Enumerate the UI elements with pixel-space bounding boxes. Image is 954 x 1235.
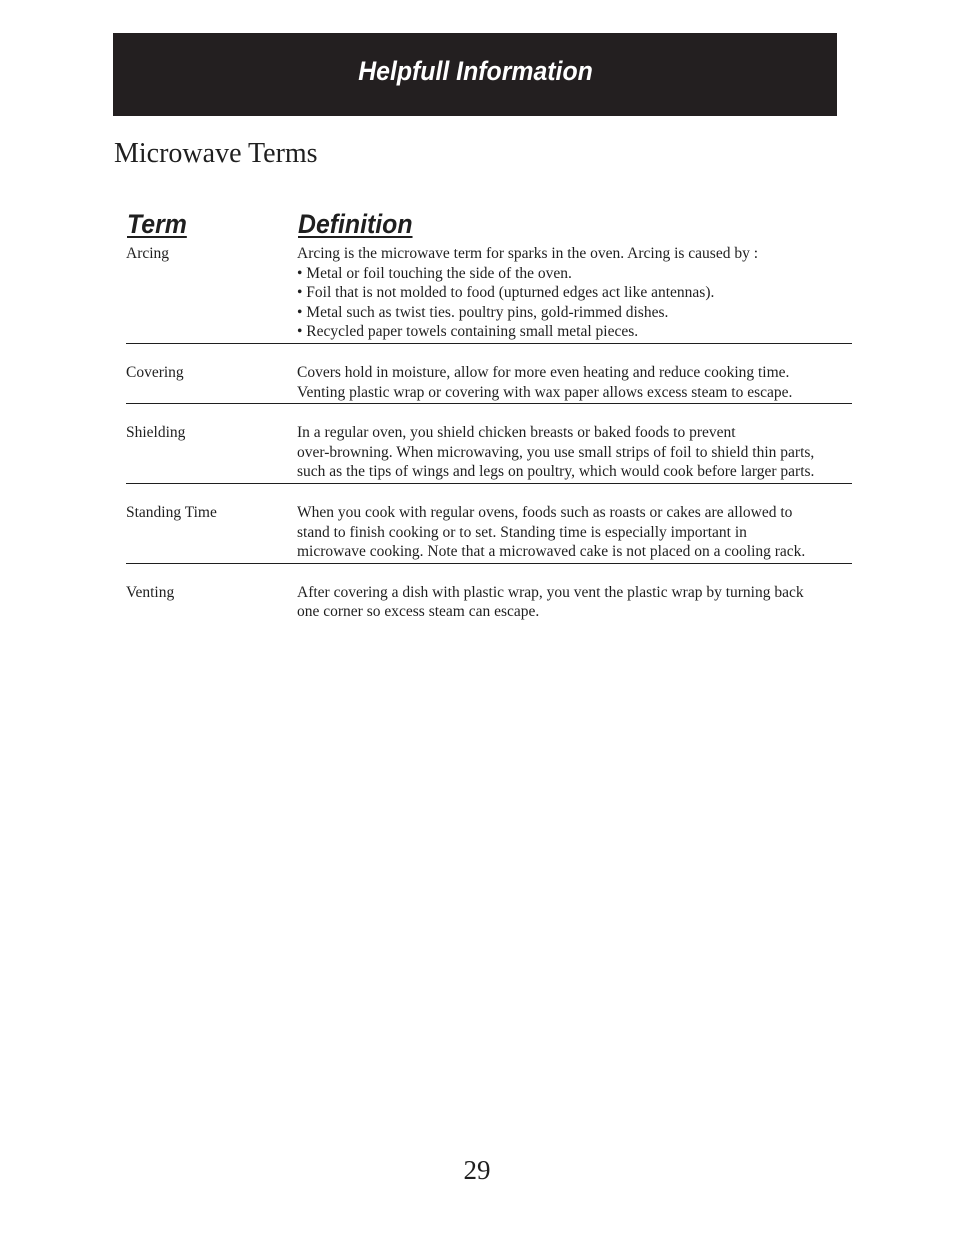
term-name: Covering — [126, 363, 184, 381]
header-title: Helpfull Information — [357, 56, 593, 86]
definition-bullet: • Metal or foil touching the side of the oven. — [297, 264, 572, 282]
definition-line: When you cook with regular ovens, foods such as roasts or cakes are allowed to — [297, 503, 793, 521]
definition-bullet: • Recycled paper towels containing small metal pieces. — [297, 323, 639, 341]
definition-bullet: • Foil that is not molded to food (upturned edges act like antennas). — [297, 284, 715, 302]
terms-table — [126, 244, 852, 642]
definition-line: Arcing is the microwave term for sparks in the oven. Arcing is caused by : — [297, 245, 759, 262]
term-definition — [297, 583, 852, 622]
term-column-header: Term — [127, 209, 187, 239]
definition-line: stand to finish cooking or to set. Standing time is especially important in — [297, 523, 747, 541]
definition-line: such as the tips of wings and legs on poultry, which would cook before larger parts. — [297, 463, 815, 481]
term-name: Arcing — [126, 245, 170, 262]
term-definition — [297, 423, 852, 482]
term-row-shielding — [126, 423, 852, 484]
header-bar — [113, 33, 837, 116]
definition-column-header: Definition — [298, 209, 413, 239]
page-number: 29 — [463, 1155, 491, 1185]
definition-line: After covering a dish with plastic wrap, you vent the plastic wrap by turning back — [297, 583, 804, 601]
term-name: Venting — [126, 583, 175, 601]
term-definition — [297, 363, 852, 402]
definition-bullet: • Metal such as twist ties. poultry pins, gold-rimmed dishes. — [297, 303, 669, 321]
term-row-standing-time — [126, 503, 852, 564]
definition-line: Venting plastic wrap or covering with wax paper allows excess steam to escape. — [297, 383, 793, 401]
definition-line: Covers hold in moisture, allow for more even heating and reduce cooking time. — [297, 363, 790, 381]
definition-line: In a regular oven, you shield chicken breasts or baked foods to prevent — [297, 424, 736, 442]
term-row-venting — [126, 583, 852, 623]
section-title: Microwave Terms — [114, 138, 318, 169]
term-definition — [297, 244, 852, 342]
definition-line: over-browning. When microwaving, you use small strips of foil to shield thin parts, — [297, 443, 815, 461]
term-row-covering — [126, 363, 852, 404]
term-definition — [297, 503, 852, 562]
definition-line: one corner so excess steam can escape. — [297, 603, 540, 621]
term-name: Standing Time — [126, 503, 217, 521]
definition-line: microwave cooking. Note that a microwaved cake is not placed on a cooling rack. — [297, 543, 806, 561]
term-name: Shielding — [126, 424, 186, 442]
term-row-arcing — [126, 244, 852, 344]
